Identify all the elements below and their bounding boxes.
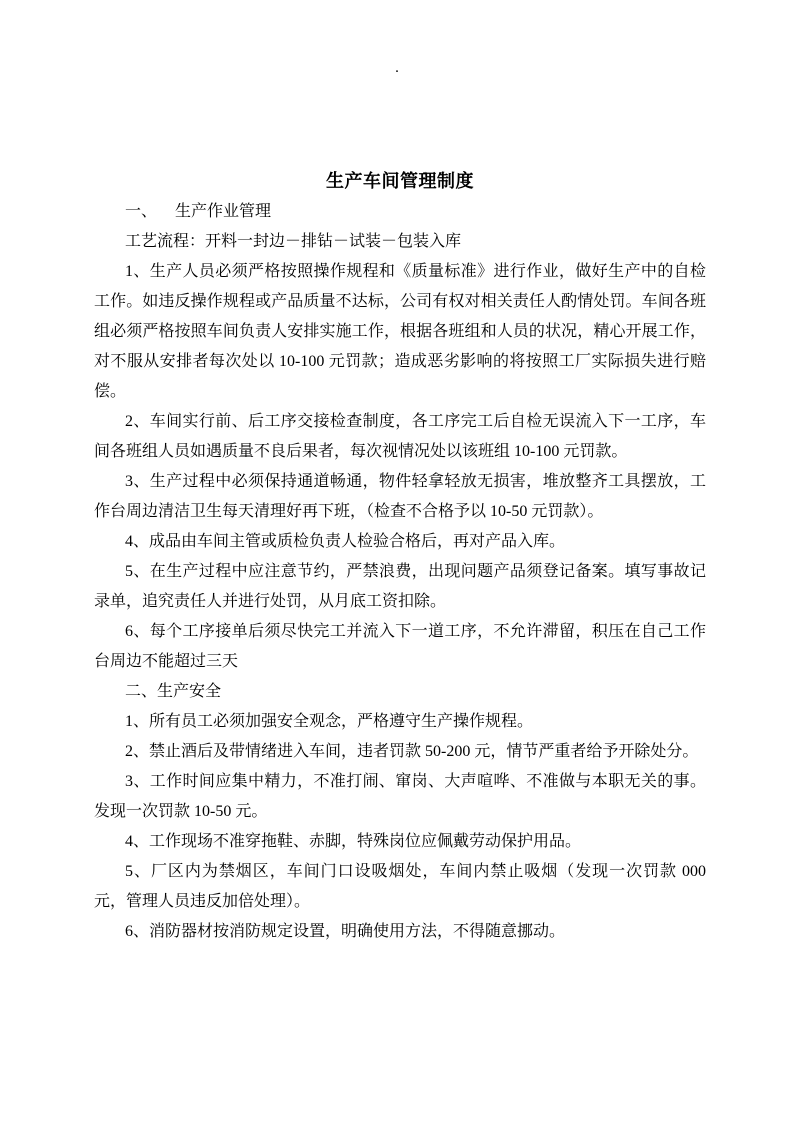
process-flow-line: 工艺流程：开料一封边－排钻－试装－包装入库 xyxy=(125,233,462,250)
section1-heading xyxy=(94,197,706,227)
section1-paragraph-4: 4、成品由车间主管或质检负责人检验合格后，再对产品入库。 xyxy=(125,533,566,550)
section1-paragraph-1: 1、生产人员必须严格按照操作规程和《质量标准》进行作业，做好生产中的自检工作。如违反操作规程或产品质量不达标，公司有权对相关责任人酌情处罚。车间各班组必须严格按照车间负责人安排实施工作，根据各班组和人员的状况，精心开展工作，对不服从安排者每次处以 10-100 元罚款；造成恶劣影响的将按照工厂实际损失进行赔偿。 xyxy=(94,263,706,400)
document-content xyxy=(94,0,706,947)
section1-number: 一、 xyxy=(125,203,158,220)
section2-heading: 二、生产安全 xyxy=(125,683,222,700)
section1-paragraph-2: 2、车间实行前、后工序交接检查制度，各工序完工后自检无误流入下一工序，车间各班组人员如遇质量不良后果者，每次视情况处以该班组 10-100 元罚款。 xyxy=(94,413,706,460)
section1-paragraph-5: 5、在生产过程中应注意节约，严禁浪费，出现问题产品须登记备案。填写事故记录单，追究责任人并进行处罚，从月底工资扣除。 xyxy=(94,563,706,610)
section2-paragraph-6: 6、消防器材按消防规定设置，明确使用方法，不得随意挪动。 xyxy=(125,923,566,940)
section2-paragraph-3: 3、工作时间应集中精力，不准打闹、窜岗、大声喧哗、不准做与本职无关的事。发现一次罚款 10-50 元。 xyxy=(94,773,706,820)
document-title: 生产车间管理制度 xyxy=(326,171,474,191)
section2-paragraph-5: 5、厂区内为禁烟区，车间门口设吸烟处，车间内禁止吸烟（发现一次罚款 000 元，管理人员违反加倍处理）。 xyxy=(94,863,706,910)
stray-dot: . xyxy=(395,60,399,76)
section1-heading-text: 生产作业管理 xyxy=(175,203,272,220)
section2-paragraph-4: 4、工作现场不准穿拖鞋、赤脚，特殊岗位应佩戴劳动保护用品。 xyxy=(125,833,582,850)
section1-paragraph-6: 6、每个工序接单后须尽快完工并流入下一道工序，不允许滞留，积压在自己工作台周边不能超过三天 xyxy=(94,623,706,670)
section1-paragraph-3: 3、生产过程中必须保持通道畅通，物件轻拿轻放无损害，堆放整齐工具摆放，工作台周边清洁卫生每天清理好再下班，（检查不合格予以 10-50 元罚款）。 xyxy=(94,473,706,520)
section2-paragraph-2: 2、禁止酒后及带情绪进入车间，违者罚款 50-200 元，情节严重者给予开除处分。 xyxy=(125,743,699,760)
section2-paragraph-1: 1、所有员工必须加强安全观念，严格遵守生产操作规程。 xyxy=(125,713,534,730)
